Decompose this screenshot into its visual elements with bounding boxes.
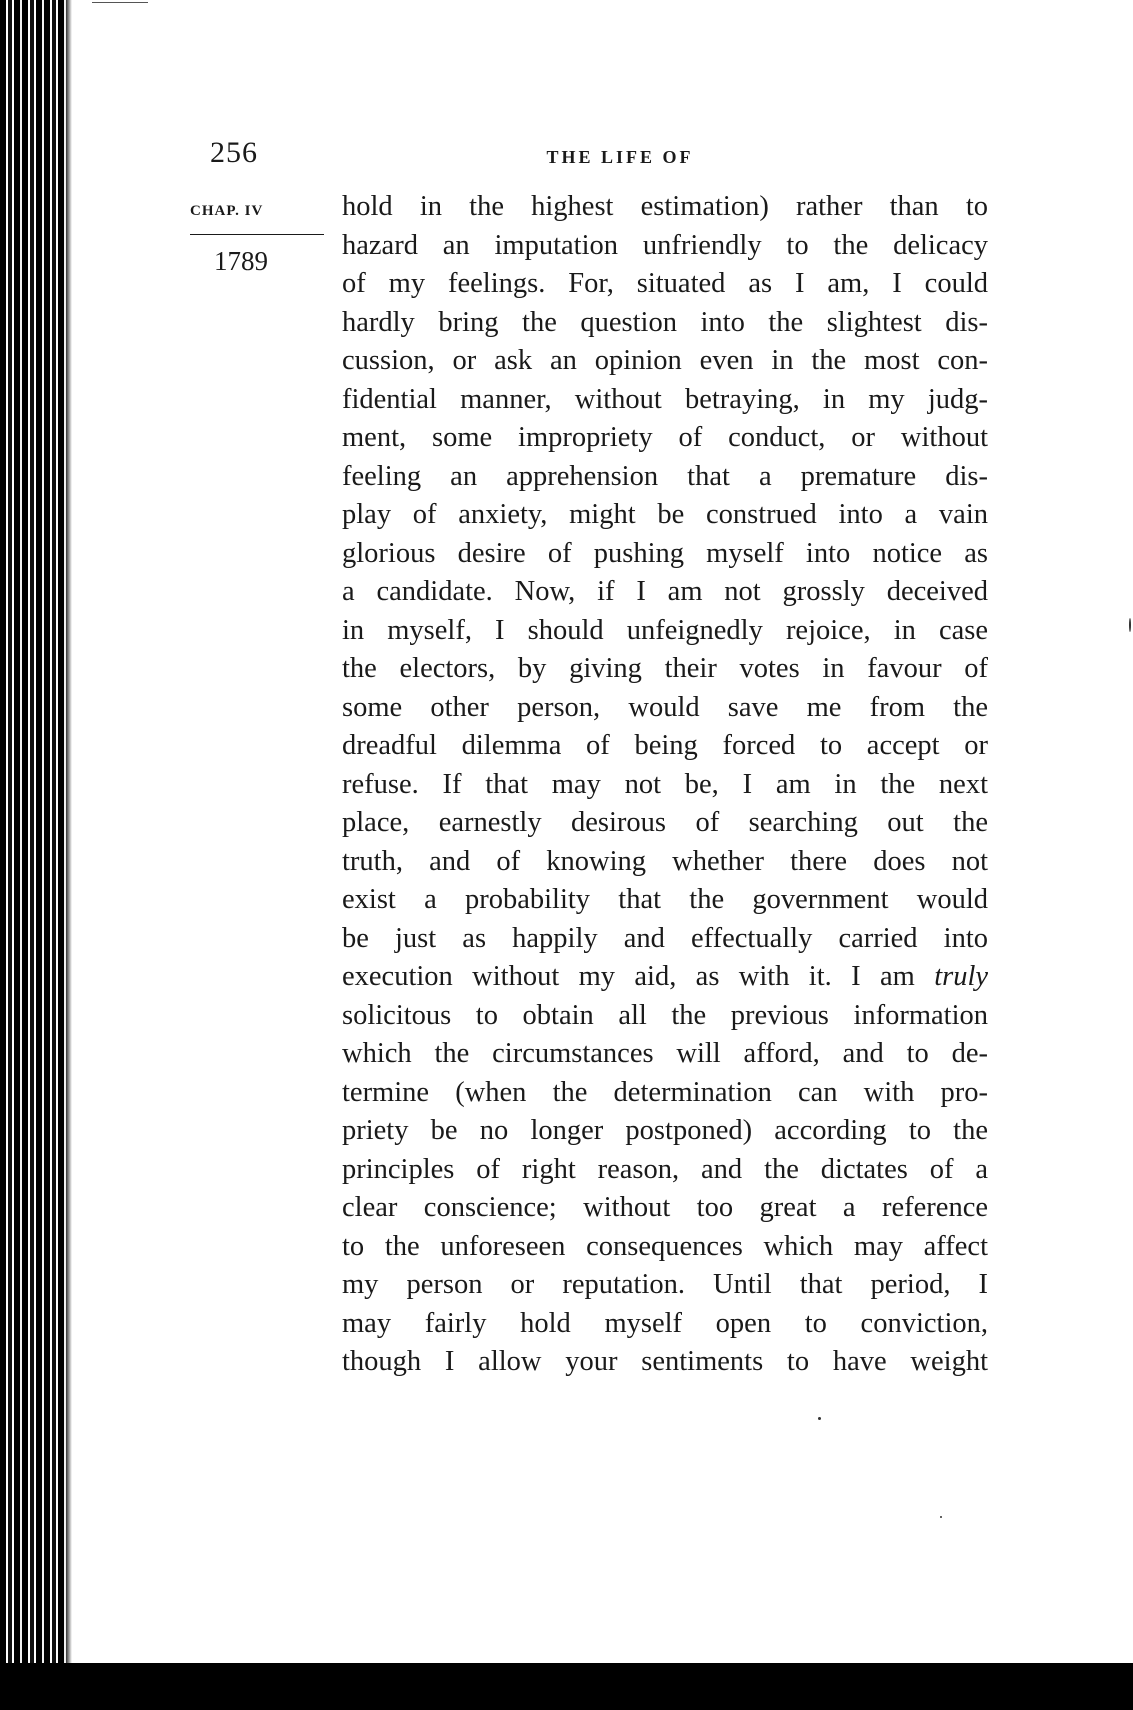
scan-speck: [940, 1516, 942, 1518]
scan-bottom-edge: [0, 1663, 1133, 1710]
body-text: [342, 188, 988, 1382]
text-line: ment, some impropriety of conduct, or without: [342, 422, 988, 453]
text-line: of my feelings. For, situated as I am, I could: [342, 268, 988, 299]
text-line: exist a probability that the government would: [342, 884, 988, 915]
text-line: termine (when the determination can with pro-: [342, 1076, 988, 1108]
scan-top-mark: [92, 2, 148, 3]
text-line: fidential manner, without betraying, in my judg-: [342, 383, 988, 415]
text-line: principles of right reason, and the dictates of a: [342, 1153, 988, 1185]
text-line: though I allow your sentiments to have weight: [342, 1346, 988, 1377]
text-line: some other person, would save me from the: [342, 691, 988, 723]
text-line: hazard an imputation unfriendly to the delicacy: [342, 229, 988, 261]
text-line: my person or reputation. Until that period, I: [342, 1269, 988, 1300]
text-line: to the unforeseen consequences which may affect: [342, 1230, 988, 1262]
margin-year: 1789: [214, 246, 268, 276]
text-line: place, earnestly desirous of searching out the: [342, 807, 988, 838]
text-line: be just as happily and effectually carried into: [342, 922, 988, 954]
text-line: the electors, by giving their votes in favour of: [342, 653, 988, 684]
text-line: in myself, I should unfeignedly rejoice, in case: [342, 614, 988, 646]
text-line: feeling an apprehension that a premature dis-: [342, 460, 988, 492]
text-line: refuse. If that may not be, I am in the next: [342, 768, 988, 800]
text-line-with-italic: [342, 958, 988, 997]
book-binding-edge: [0, 0, 72, 1710]
text-line: truth, and of knowing whether there does not: [342, 845, 988, 877]
text-line: glorious desire of pushing myself into notice as: [342, 537, 988, 569]
scan-speck: [1129, 618, 1131, 632]
text-line: a candidate. Now, if I am not grossly deceived: [342, 576, 988, 607]
italic-emphasis: truly: [934, 961, 989, 992]
text-line: may fairly hold myself open to conviction,: [342, 1307, 988, 1339]
text-line-prefix: execution without my aid, as with it. I am: [342, 961, 915, 992]
text-line: play of anxiety, might be construed into a vain: [342, 499, 988, 530]
scan-speck: [818, 1417, 821, 1420]
text-line: hold in the highest estimation) rather than to: [342, 191, 988, 222]
text-line: solicitous to obtain all the previous information: [342, 999, 988, 1031]
text-line: which the circumstances will afford, and to de-: [342, 1038, 988, 1069]
text-line: cussion, or ask an opinion even in the most con-: [342, 345, 988, 376]
running-head: THE LIFE OF: [546, 147, 694, 167]
text-line: priety be no longer postponed) according to the: [342, 1115, 988, 1146]
page-number: 256: [210, 136, 258, 169]
binding-shadow: [66, 0, 72, 1710]
text-line: clear conscience; without too great a reference: [342, 1192, 988, 1223]
text-line: hardly bring the question into the slightest dis-: [342, 306, 988, 338]
text-line: dreadful dilemma of being forced to accept or: [342, 730, 988, 761]
margin-divider: [190, 234, 324, 235]
margin-chapter-label: CHAP. IV: [190, 203, 264, 219]
